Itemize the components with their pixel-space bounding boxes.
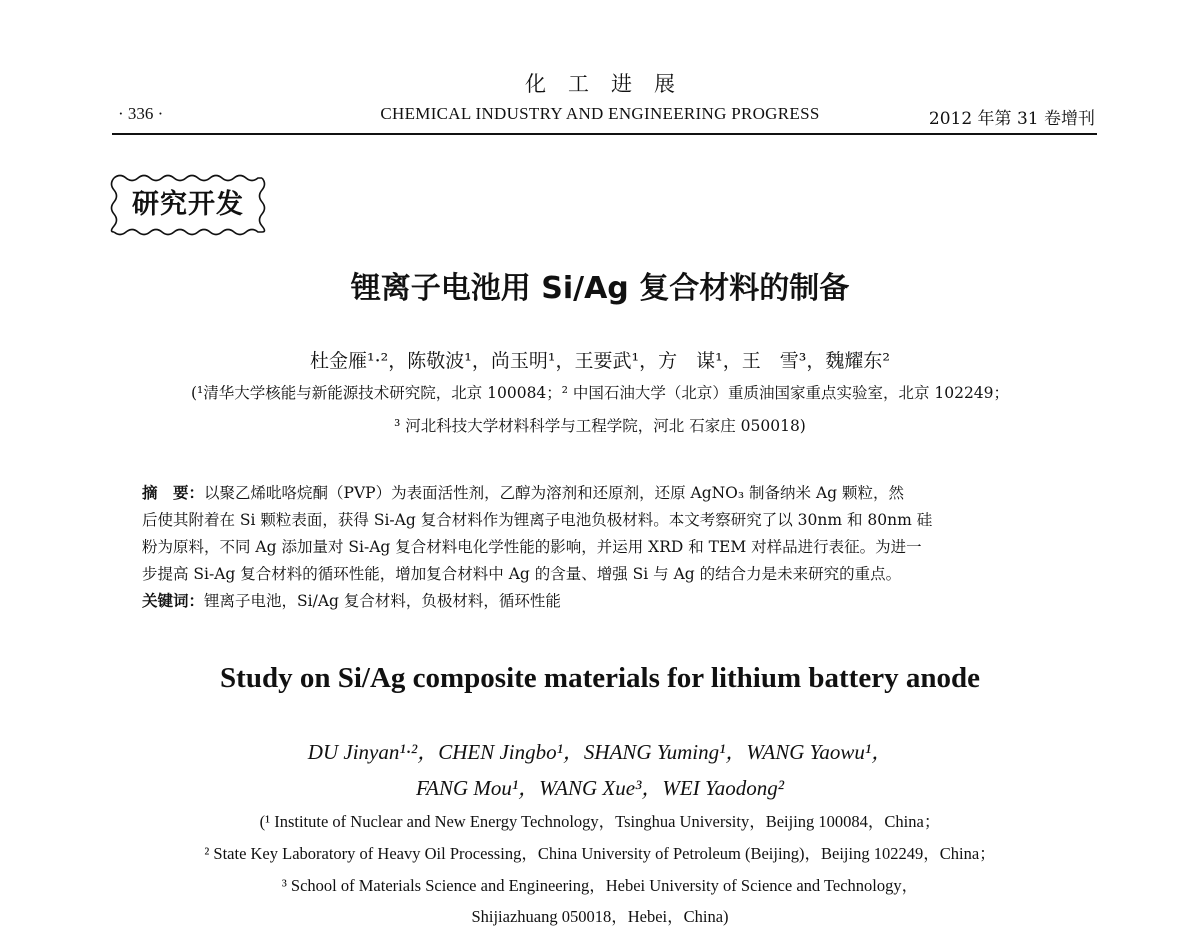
authors-en-line: DU Jinyan¹·²，CHEN Jingbo¹，SHANG Yuming¹，WANG Yaowu¹，: [307, 740, 893, 764]
title-en: Study on Si/Ag composite materials for lithium battery anode: [220, 662, 980, 694]
journal-title-cn: 化工进展: [525, 72, 697, 96]
section-badge: [108, 170, 268, 240]
abstract-line: 后使其附着在 Si 颗粒表面，获得 Si-Ag 复合材料作为锂离子电池负极材料。本文考察研究了以 30nm 和 80nm 硅: [142, 511, 933, 529]
authors-cn: 杜金雁¹·²，陈敬波¹，尚玉明¹，王要武¹，方 谋¹，王 雪³，魏耀东²: [310, 350, 890, 372]
affiliation-en-line: ³ School of Materials Science and Engineering，Hebei University of Science and Technology，: [281, 876, 919, 895]
keywords-line: [142, 588, 1067, 615]
title-cn: 锂离子电池用 Si/Ag 复合材料的制备: [350, 271, 850, 306]
keywords-label: 关键词：: [142, 592, 205, 610]
issue-info: 2012 年第 31 卷增刊: [928, 109, 1095, 129]
abstract-line: 摘 要：以聚乙烯吡咯烷酮（PVP）为表面活性剂，乙醇为溶剂和还原剂，还原 AgNO₃ 制备纳米 Ag 颗粒，然: [142, 484, 904, 502]
affiliation-cn-line: (¹清华大学核能与新能源技术研究院，北京 100084；² 中国石油大学（北京）重质油国家重点实验室，北京 102249；: [190, 384, 1010, 402]
abstract-line: 步提高 Si-Ag 复合材料的循环性能，增加复合材料中 Ag 的含量、增强 Si 与 Ag 的结合力是未来研究的重点。: [142, 565, 902, 583]
authors-en-line: FANG Mou¹，WANG Xue³，WEI Yaodong²: [416, 776, 784, 800]
journal-title-en: CHEMICAL INDUSTRY AND ENGINEERING PROGRESS: [380, 104, 820, 123]
affiliation-en-line: ² State Key Laboratory of Heavy Oil Processing，China University of Petroleum (Beijing)，Beijing 102249，China；: [204, 844, 996, 863]
affiliation-en-line: Shijiazhuang 050018，Hebei，China): [471, 907, 729, 926]
running-header: [0, 104, 1200, 134]
abstract-label: 摘 要：: [142, 484, 205, 502]
abstract-line: 粉为原料，不同 Ag 添加量对 Si-Ag 复合材料电化学性能的影响，并运用 XRD 和 TEM 对样品进行表征。为进一: [142, 538, 922, 556]
keywords: 锂离子电池，Si/Ag 复合材料，负极材料，循环性能: [204, 592, 561, 610]
page-number: · 336 ·: [118, 104, 164, 123]
section-label: 研究开发: [132, 189, 244, 220]
header-rule: [112, 133, 1097, 135]
affiliation-en-line: (¹ Institute of Nuclear and New Energy Technology，Tsinghua University，Beijing 100084，China；: [259, 812, 941, 831]
affiliation-cn-line: ³ 河北科技大学材料科学与工程学院，河北 石家庄 050018): [394, 417, 806, 435]
abstract: [142, 480, 1067, 615]
